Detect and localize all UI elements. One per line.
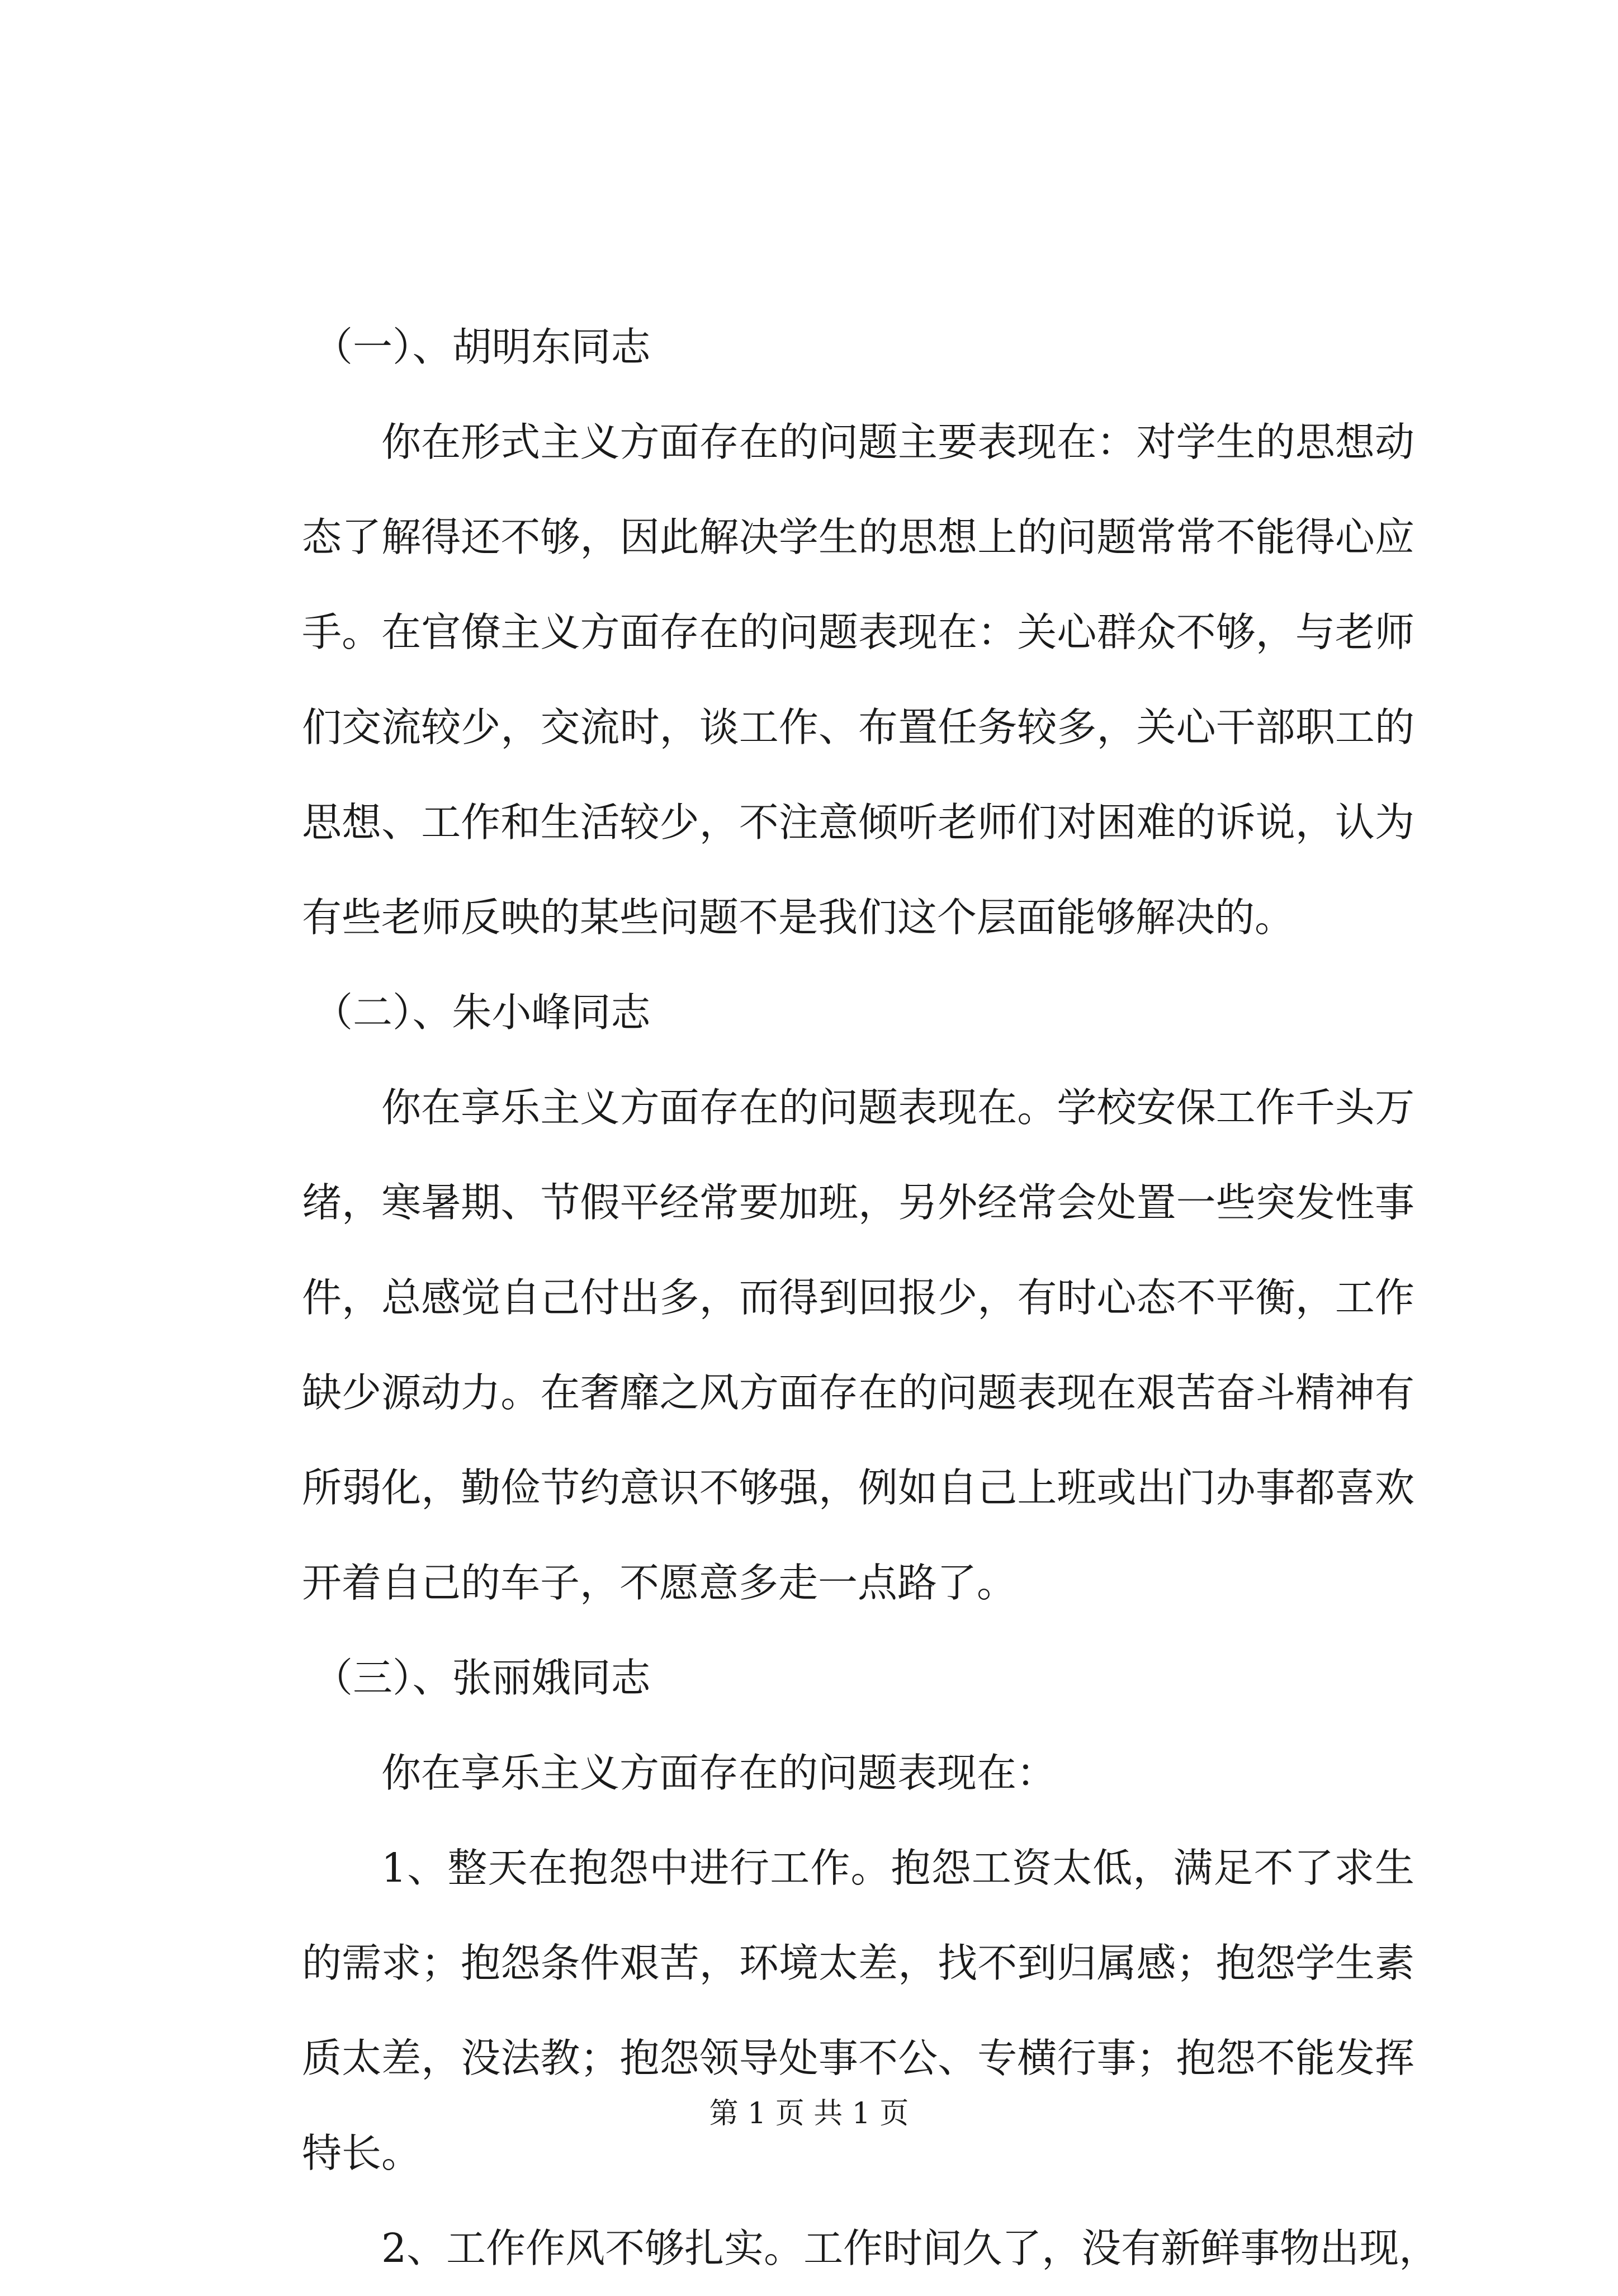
- text-line: 绪，寒暑期、节假平经常要加班，另外经常会处置一些突发性事: [302, 1179, 1414, 1226]
- text-line: 你在形式主义方面存在的问题主要表现在：对学生的思想动: [381, 419, 1414, 465]
- text-line: 所弱化，勤俭节约意识不够强，例如自己上班或出门办事都喜欢: [302, 1464, 1414, 1511]
- text-line: 思想、工作和生活较少，不注意倾听老师们对困难的诉说，认为: [302, 799, 1414, 845]
- text-line: 开着自己的车子，不愿意多走一点路了。: [302, 1560, 1017, 1606]
- text-line: 手。在官僚主义方面存在的问题表现在：关心群众不够，与老师: [302, 609, 1414, 655]
- section-heading: （二）、朱小峰同志: [313, 989, 651, 1036]
- section-heading: （一）、胡明东同志: [313, 324, 651, 370]
- text-line: 有些老师反映的某些问题不是我们这个层面能够解决的。: [302, 894, 1295, 941]
- text-line: 2、工作作风不够扎实。工作时间久了，没有新鲜事物出现，: [381, 2225, 1439, 2271]
- page-footer: 第 1 页 共 1 页: [709, 2097, 909, 2130]
- text-line: 缺少源动力。在奢靡之风方面存在的问题表现在艰苦奋斗精神有: [302, 1369, 1414, 1416]
- text-line: 们交流较少，交流时，谈工作、布置任务较多，关心干部职工的: [302, 704, 1414, 750]
- paragraph: [302, 2201, 1439, 2296]
- paragraph: [302, 1060, 1414, 1631]
- paragraph: [302, 1821, 1414, 2201]
- text-line: 你在享乐主义方面存在的问题表现在：: [381, 1750, 1057, 1796]
- text-line: 的需求；抱怨条件艰苦，环境太差，找不到归属感；抱怨学生素: [302, 1940, 1414, 1986]
- document-body: [302, 300, 1439, 2296]
- text-line: 件，总感觉自己付出多，而得到回报少，有时心态不平衡，工作: [302, 1274, 1414, 1321]
- text-line: 态了解得还不够，因此解决学生的思想上的问题常常不能得心应: [302, 514, 1414, 560]
- text-line: 1、整天在抱怨中进行工作。抱怨工资太低，满足不了求生: [381, 1845, 1414, 1891]
- text-line: 你在享乐主义方面存在的问题表现在。学校安保工作千头万: [381, 1084, 1414, 1131]
- text-line: 质太差，没法教；抱怨领导处事不公、专横行事；抱怨不能发挥: [302, 2035, 1414, 2081]
- paragraph: [302, 1726, 1414, 1821]
- paragraph: [302, 395, 1414, 965]
- text-line: 特长。: [302, 2130, 422, 2176]
- section-heading: （三）、张丽娥同志: [313, 1655, 651, 1701]
